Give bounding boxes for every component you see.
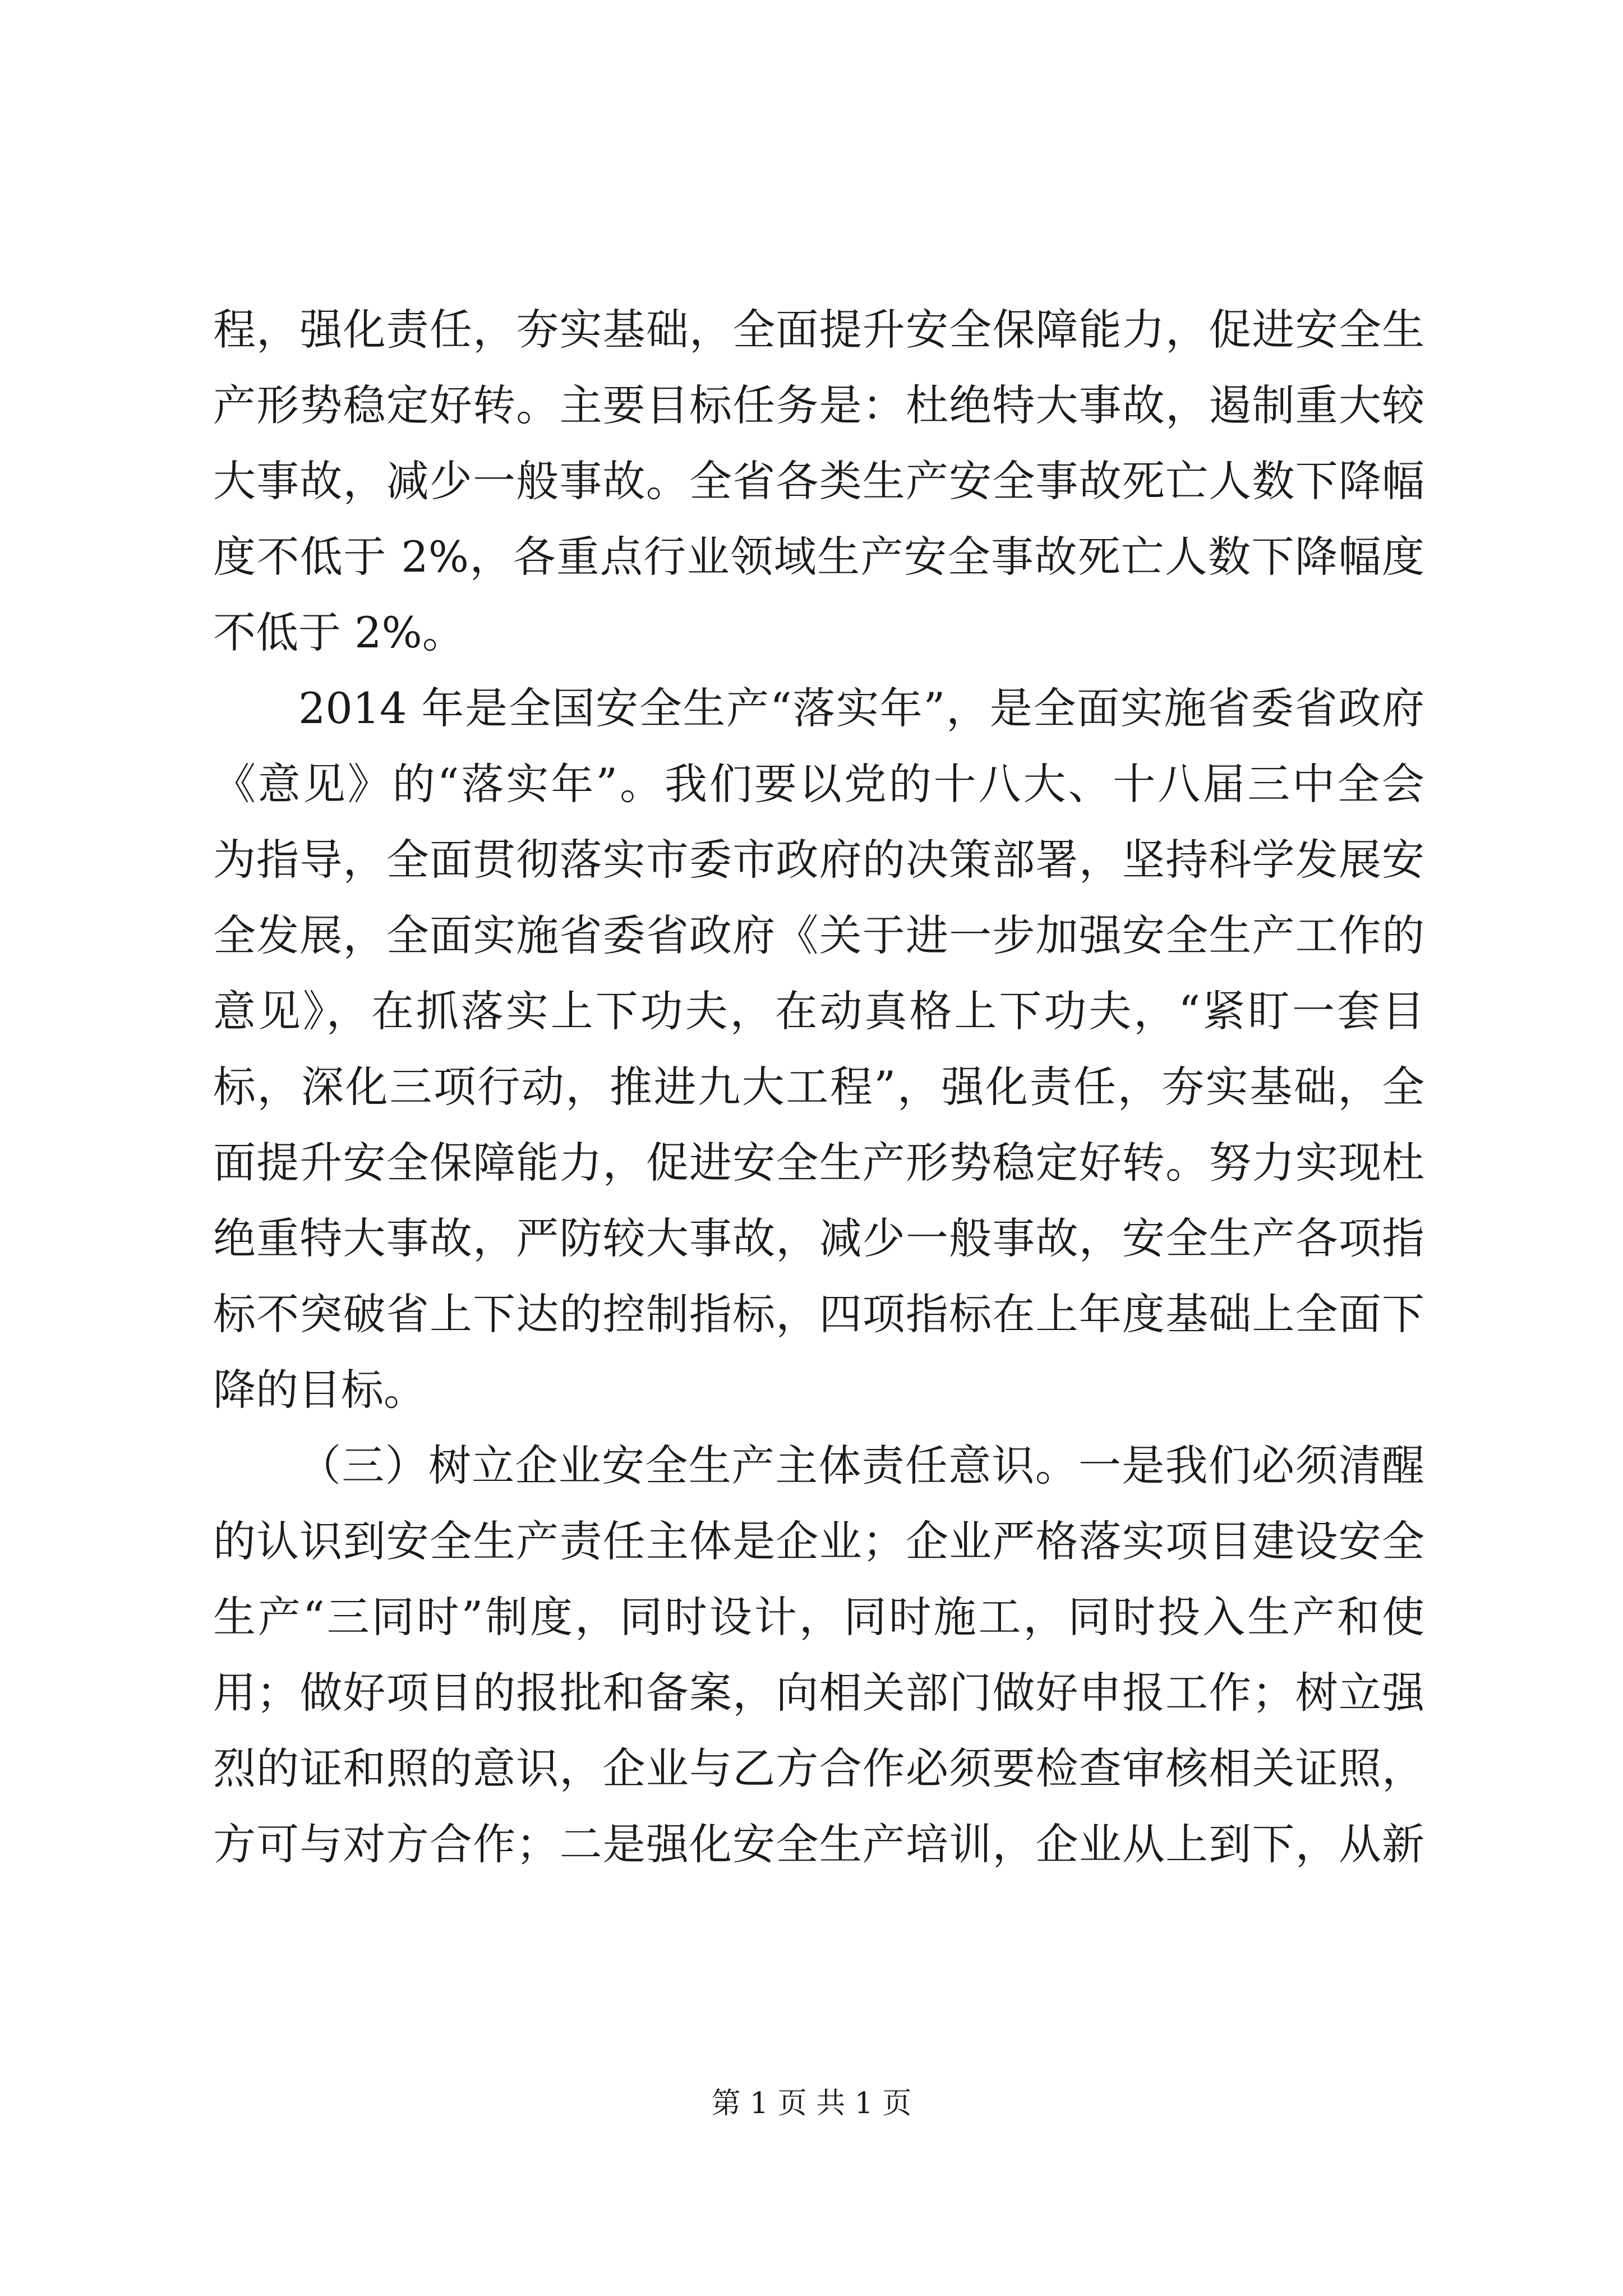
paragraph-2-line-10: 降的目标。 bbox=[213, 1365, 426, 1415]
paragraph-3-line-2: 的认识到安全生产责任主体是企业；企业严格落实项目建设安全 bbox=[213, 1516, 1424, 1566]
page-footer bbox=[0, 2084, 1623, 2123]
paragraph-2-line-2: 《意见》的“落实年”。我们要以党的十八大、十八届三中全会 bbox=[213, 759, 1424, 809]
paragraph-1-line-1: 程，强化责任，夯实基础，全面提升安全保障能力，促进安全生 bbox=[213, 305, 1424, 355]
paragraph-2-line-5: 意见》，在抓落实上下功夫，在动真格上下功夫，“紧盯一套目 bbox=[213, 986, 1424, 1036]
paragraph-1-line-4: 度不低于 2%，各重点行业领域生产安全事故死亡人数下降幅度 bbox=[213, 532, 1424, 582]
paragraph-3-line-5: 烈的证和照的意识，企业与乙方合作必须要检查审核相关证照， bbox=[213, 1743, 1424, 1793]
paragraph-2-line-9: 标不突破省上下达的控制指标，四项指标在上年度基础上全面下 bbox=[213, 1289, 1424, 1339]
paragraph-2-line-6: 标，深化三项行动，推进九大工程”，强化责任，夯实基础，全 bbox=[213, 1062, 1424, 1112]
paragraph-1-line-3: 大事故，减少一般事故。全省各类生产安全事故死亡人数下降幅 bbox=[213, 456, 1424, 506]
paragraph-3-line-6: 方可与对方合作；二是强化安全生产培训，企业从上到下，从新 bbox=[213, 1819, 1424, 1869]
page-number-label: 第 1 页 共 1 页 bbox=[711, 2087, 912, 2120]
paragraph-2-line-4: 全发展，全面实施省委省政府《关于进一步加强安全生产工作的 bbox=[213, 910, 1424, 960]
paragraph-2-line-3: 为指导，全面贯彻落实市委市政府的决策部署，坚持科学发展安 bbox=[213, 835, 1424, 885]
paragraph-2-line-7: 面提升安全保障能力，促进安全生产形势稳定好转。努力实现杜 bbox=[213, 1138, 1424, 1188]
paragraph-1-line-2: 产形势稳定好转。主要目标任务是：杜绝特大事故，遏制重大较 bbox=[213, 380, 1424, 430]
paragraph-3-line-3: 生产“三同时”制度，同时设计，同时施工，同时投入生产和使 bbox=[213, 1592, 1424, 1642]
paragraph-2-line-8: 绝重特大事故，严防较大事故，减少一般事故，安全生产各项指 bbox=[213, 1213, 1424, 1263]
paragraph-3-line-1: （三）树立企业安全生产主体责任意识。一是我们必须清醒 bbox=[298, 1441, 1424, 1490]
paragraph-3-line-4: 用；做好项目的报批和备案，向相关部门做好申报工作；树立强 bbox=[213, 1668, 1424, 1718]
document-body bbox=[213, 292, 1424, 1882]
paragraph-2-line-1: 2014 年是全国安全生产“落实年”，是全面实施省委省政府 bbox=[298, 683, 1424, 733]
paragraph-1-line-5: 不低于 2%。 bbox=[213, 608, 465, 657]
